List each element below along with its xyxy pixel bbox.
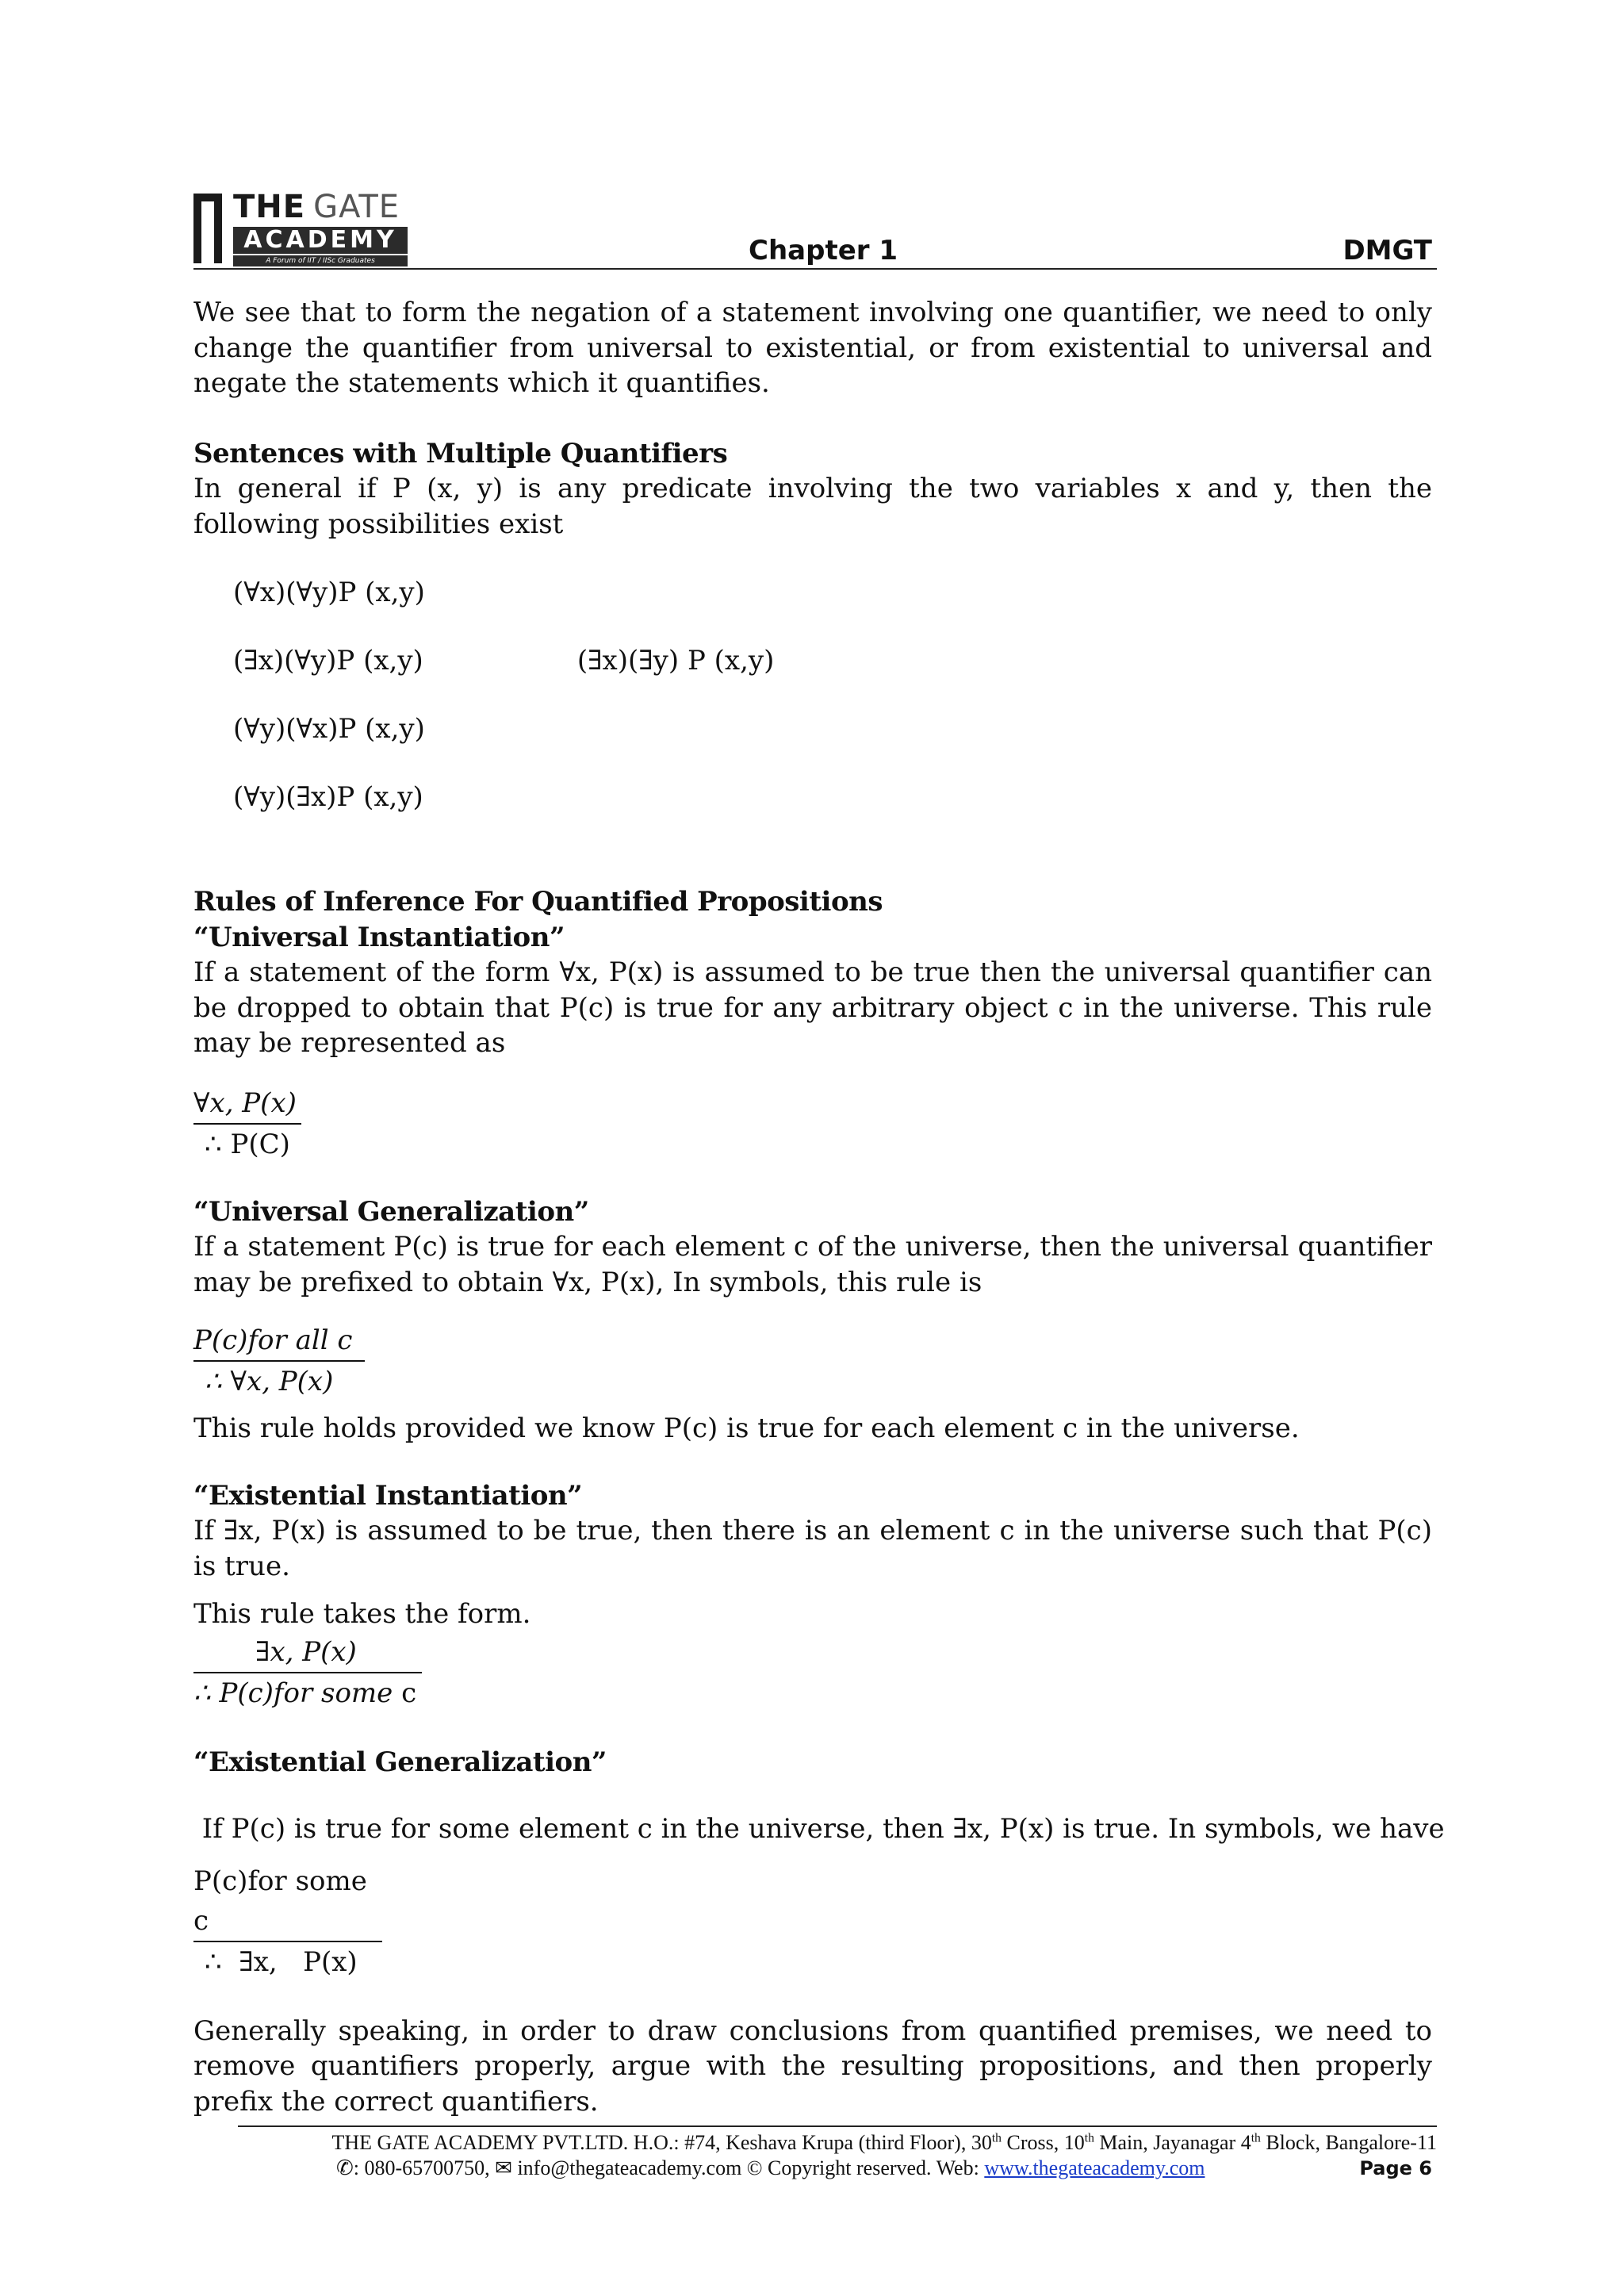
footer-contact [336,2156,1205,2181]
rule-existential-generalization [193,1861,382,1982]
logo-line2: ACADEMY [233,227,408,254]
formula-2: (∃x)(∀y)P (x,y) [233,645,423,677]
heading-multiple-quantifiers: Sentences with Multiple Quantifiers [193,437,728,470]
footer-phone-email: ✆: 080-65700750, ✉ info@thegateacademy.com © Copyright reserved. Web: [336,2156,985,2179]
quantifier-list [193,575,1432,815]
paragraph-rule-holds: This rule holds provided we know P(c) is true for each element c in the universe. [193,1412,1300,1444]
formula-4: (∀y)(∃x)P (x,y) [233,781,423,813]
logo-tagline: A Forum of IIT / IISc Graduates [233,255,408,266]
rule3-premise: ∃x, P(x) [255,1635,357,1668]
rule4-conclusion: ∴ ∃x, P(x) [205,1945,358,1978]
paragraph-negation: We see that to form the negation of a statement involving one quantifier, we need to only change the quantifier from universal to existential, or from existential to universal and negate the statements which it quantifies. [193,297,1432,399]
heading-universal-generalization: “Universal Generalization” [193,1195,589,1228]
rule3-conclusion [193,1673,422,1713]
footer-website-link[interactable]: www.thegateacademy.com [984,2156,1205,2179]
formula-1: (∀x)(∀y)P (x,y) [233,577,425,608]
page-content [193,295,1445,2119]
paragraph-conclusion: Generally speaking, in order to draw conclusions from quantified premises, we need to remove quantifiers properly, argue with the resulting propositions, and then properly prefix the correct quantifiers. [193,2014,1432,2118]
paragraph-predicate: In general if P (x, y) is any predicate involving the two variables x and y, then the following possibilities exist [193,473,1432,540]
paragraph-universal-generalization: If a statement P(c) is true for each element c of the universe, then the universal quantifier may be prefixed to obtain ∀x, P(x), In symbols, this rule is [193,1231,1432,1298]
rule4-premise: P(c)for some c [193,1865,367,1937]
rule1-conclusion: ∴ P(C) [205,1128,290,1160]
paragraph-existential-generalization: If P(c) is true for some element c in the universe, then ∃x, P(x) is true. In symbols, we have [193,1813,1445,1845]
header-divider [193,268,1437,270]
page-number: Page 6 [1359,2157,1432,2179]
chapter-title: Chapter 1 [749,235,898,266]
paragraph-rule-form: This rule takes the form. [193,1598,531,1630]
logo-bracket-icon [193,194,222,263]
formula-2-row [233,643,1432,678]
rule3-conclusion-main: ∴ P(c)for some [193,1677,393,1709]
heading-existential-instantiation: “Existential Instantiation” [193,1479,583,1512]
heading-universal-instantiation: “Universal Instantiation” [193,921,565,953]
footer-divider [238,2125,1437,2127]
heading-existential-generalization: “Existential Generalization” [193,1746,607,1778]
rule3-conclusion-var: c [393,1677,417,1709]
rule-universal-instantiation [193,1083,301,1164]
rule1-premise: ∀x, P(x) [193,1087,297,1119]
footer-address: THE GATE ACADEMY PVT.LTD. H.O.: #74, Keshava Krupa (third Floor), 30th Cross, 10th Main, Jayanagar 4th Block, Bangalore-11 [331,2131,1437,2154]
academy-logo [193,189,416,266]
formula-2b: (∃x)(∃y) P (x,y) [576,645,775,677]
logo-line1: THE GATE [233,189,400,225]
heading-rules-of-inference: Rules of Inference For Quantified Propositions [193,886,883,918]
rule2-conclusion: ∴ ∀x, P(x) [205,1366,334,1397]
rule-universal-generalization [193,1320,365,1401]
paragraph-existential-instantiation: If ∃x, P(x) is assumed to be true, then there is an element c in the universe such that P(c) is true. [193,1515,1432,1582]
subject-code: DMGT [1342,235,1432,266]
formula-3: (∀y)(∀x)P (x,y) [233,713,425,745]
page-header [193,190,1437,270]
paragraph-universal-instantiation: If a statement of the form ∀x, P(x) is assumed to be true then the universal quantifier can be dropped to obtain that P(c) is true for any arbitrary object c in the universe. This rule may be represented as [193,956,1432,1059]
rule2-premise: P(c)for all c [193,1324,353,1356]
rule-existential-instantiation [193,1632,422,1713]
